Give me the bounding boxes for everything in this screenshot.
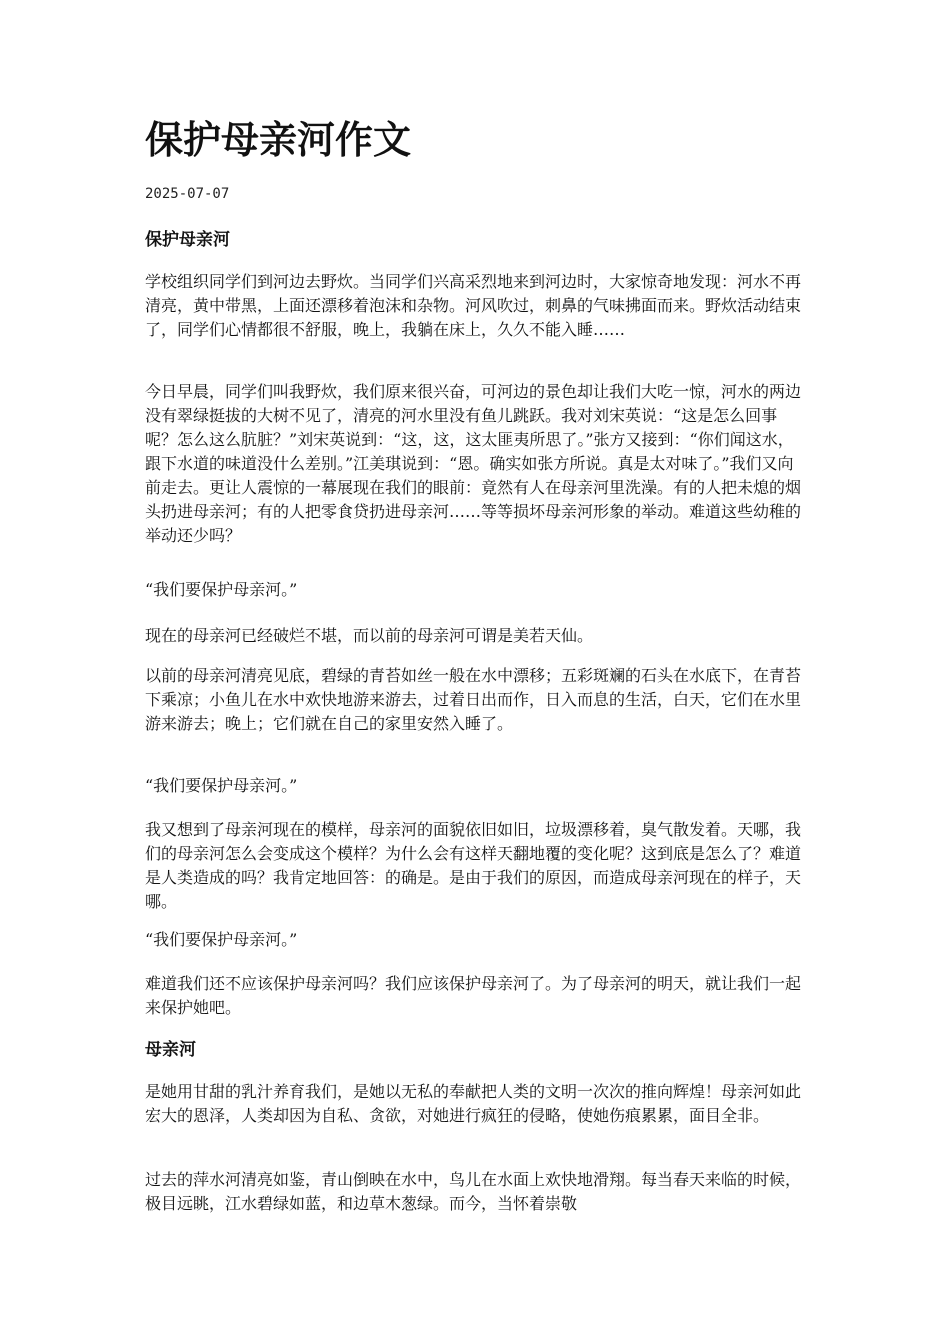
- paragraph: 难道我们还不应该保护母亲河吗？我们应该保护母亲河了。为了母亲河的明天，就让我们一起来保护她吧。: [145, 974, 802, 1017]
- paragraph: 学校组织同学们到河边去野炊。当同学们兴高采烈地来到河边时，大家惊奇地发现：河水不再清亮，黄中带黑，上面还漂移着泡沫和杂物。河风吹过，刺鼻的气味拂面而来。野炊活动结束了，同学们心情都很不舒服，晚上，我躺在床上，久久不能入睡……: [145, 272, 802, 339]
- quote-paragraph: “我们要保护母亲河。”: [145, 776, 298, 795]
- publish-date: 2025-07-07: [145, 186, 230, 202]
- paragraph: 过去的萍水河清亮如鉴，青山倒映在水中，鸟儿在水面上欢快地滑翔。每当春天来临的时候，极目远眺，江水碧绿如蓝，和边草木葱绿。而今，当怀着崇敬: [145, 1170, 802, 1213]
- page-title: 保护母亲河作文: [145, 117, 412, 162]
- paragraph: 现在的母亲河已经破烂不堪，而以前的母亲河可谓是美若天仙。: [145, 626, 594, 645]
- section-heading-protect: 保护母亲河: [145, 230, 230, 250]
- quote-paragraph: “我们要保护母亲河。”: [145, 930, 298, 949]
- paragraph: 我又想到了母亲河现在的模样，母亲河的面貌依旧如旧，垃圾漂移着，臭气散发着。天哪，我们的母亲河怎么会变成这个模样？为什么会有这样天翻地覆的变化呢？这到底是怎么了？难道是人类造成的吗？我肯定地回答：的确是。是由于我们的原因，而造成母亲河现在的样子，天哪。: [145, 820, 802, 911]
- paragraph: 今日早晨，同学们叫我野炊，我们原来很兴奋，可河边的景色却让我们大吃一惊，河水的两边没有翠绿挺拔的大树不见了，清亮的河水里没有鱼儿跳跃。我对刘宋英说：“这是怎么回事呢？怎么这么肮脏？”刘宋英说到：“这，这，这太匪夷所思了。”张方又接到：“你们闻这水，跟下水道的味道没什么差别。”江美琪说到：“恩。确实如张方所说。真是太对味了。”我们又向前走去。更让人震惊的一幕展现在我们的眼前：竟然有人在母亲河里洗澡。有的人把未熄的烟头扔进母亲河；有的人把零食贷扔进母亲河……等等损坏母亲河形象的举动。难道这些幼稚的举动还少吗？: [145, 382, 802, 545]
- quote-paragraph: “我们要保护母亲河。”: [145, 580, 298, 599]
- paragraph: 以前的母亲河清亮见底，碧绿的青苔如丝一般在水中漂移；五彩斑斓的石头在水底下，在青苔下乘凉；小鱼儿在水中欢快地游来游去，过着日出而作，日入而息的生活，白天，它们在水里游来游去；晚上；它们就在自己的家里安然入睡了。: [145, 666, 802, 733]
- paragraph: 是她用甘甜的乳汁养育我们，是她以无私的奉献把人类的文明一次次的推向辉煌！母亲河如此宏大的恩泽，人类却因为自私、贪欲，对她进行疯狂的侵略，使她伤痕累累，面目全非。: [145, 1082, 802, 1125]
- section-heading-mother-river: 母亲河: [145, 1040, 196, 1060]
